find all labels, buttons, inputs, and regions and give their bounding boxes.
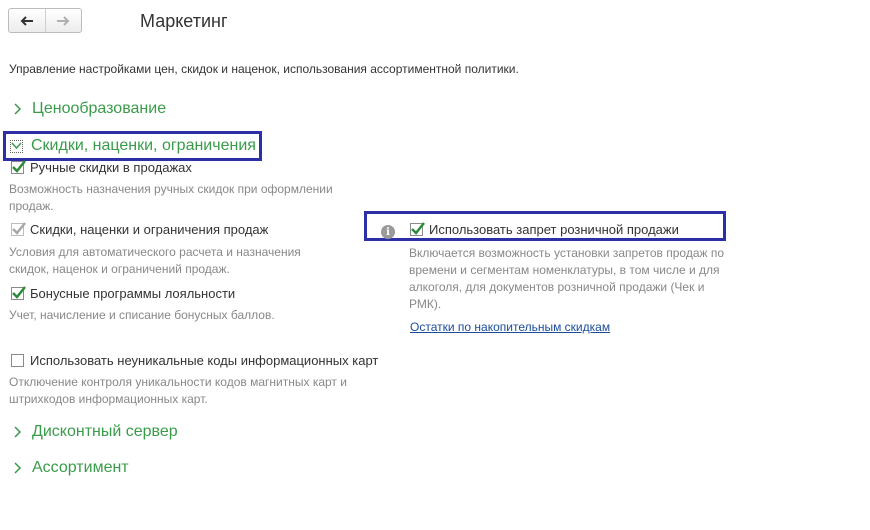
chevron-down-icon <box>10 140 23 153</box>
forward-button[interactable] <box>45 9 82 32</box>
retail-ban-label[interactable]: Использовать запрет розничной продажи <box>429 222 679 237</box>
option-auto-discounts <box>11 222 268 237</box>
auto-discounts-label[interactable]: Скидки, наценки и ограничения продаж <box>30 222 269 237</box>
chevron-right-icon <box>12 426 24 438</box>
checkmark-icon <box>11 221 27 236</box>
back-button[interactable] <box>9 9 45 32</box>
bonus-programs-checkbox[interactable] <box>11 287 24 300</box>
option-non-unique-codes <box>11 353 378 368</box>
non-unique-codes-hint: Отключение контроля уникальности кодов магнитных карт и штрихкодов информационных карт. <box>9 375 347 406</box>
non-unique-codes-label[interactable]: Использовать неуникальные коды информационных карт <box>30 353 379 368</box>
option-bonus-programs <box>11 286 235 301</box>
manual-discounts-checkbox[interactable] <box>11 161 24 174</box>
section-discount-server-label: Дисконтный сервер <box>32 423 178 440</box>
option-retail-ban <box>410 222 679 237</box>
option-manual-discounts <box>11 160 192 175</box>
auto-discounts-hint: Условия для автоматического расчета и назначения скидок, наценок и ограничений продаж. <box>9 245 301 276</box>
manual-discounts-label[interactable]: Ручные скидки в продажах <box>30 160 192 175</box>
cumulative-discounts-link[interactable]: Остатки по накопительным скидкам <box>410 320 611 334</box>
chevron-right-icon <box>12 103 24 115</box>
navigation-buttons <box>8 8 82 33</box>
manual-discounts-hint: Возможность назначения ручных скидок при оформлении продаж. <box>9 182 333 213</box>
non-unique-codes-checkbox[interactable] <box>11 354 24 367</box>
checkmark-icon <box>410 221 426 236</box>
section-pricing[interactable] <box>12 100 166 118</box>
page-description: Управление настройками цен, скидок и наценок, использования ассортиментной политики. <box>9 62 519 76</box>
arrow-right-icon <box>56 16 70 26</box>
chevron-right-icon <box>12 462 24 474</box>
section-assortment[interactable] <box>12 459 129 477</box>
section-discount-server[interactable] <box>12 423 178 441</box>
checkmark-icon <box>11 159 27 174</box>
page-title: Маркетинг <box>140 11 228 31</box>
section-discounts-label: Скидки, наценки, ограничения <box>31 137 256 154</box>
bonus-programs-label[interactable]: Бонусные программы лояльности <box>30 286 236 301</box>
arrow-left-icon <box>20 16 34 26</box>
checkmark-icon <box>11 285 27 300</box>
section-discounts[interactable] <box>10 137 256 155</box>
auto-discounts-checkbox[interactable] <box>11 223 24 236</box>
bonus-programs-hint: Учет, начисление и списание бонусных баллов. <box>9 308 275 322</box>
section-pricing-label: Ценообразование <box>32 100 167 117</box>
info-icon[interactable]: i <box>381 225 395 239</box>
retail-ban-hint: Включается возможность установки запретов продаж по времени и сегментам номенклатуры, в том числе и для алкоголя, для документов розничной продажи (Чек и РМК). <box>409 246 725 311</box>
section-assortment-label: Ассортимент <box>32 459 129 476</box>
retail-ban-checkbox[interactable] <box>410 223 423 236</box>
